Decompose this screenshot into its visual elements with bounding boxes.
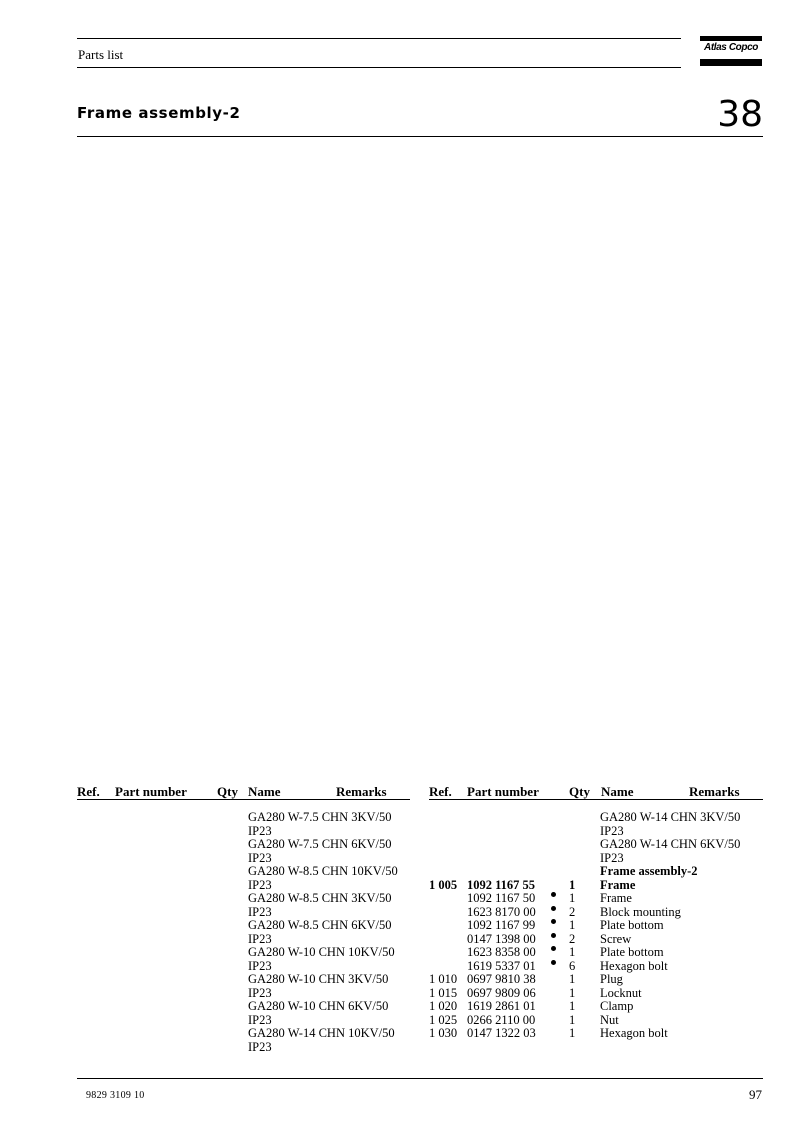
item-part-number: 1619 5337 01 — [467, 958, 536, 973]
item-part-number: 0147 1322 03 — [467, 1026, 536, 1040]
header-qty: Qty — [569, 784, 590, 799]
item-name: GA280 W-14 CHN 10KV/50 — [248, 1026, 395, 1040]
item-ref: 1 010 — [429, 972, 458, 986]
item-name: IP23 — [248, 931, 272, 946]
subitem-bullet-icon — [551, 946, 556, 951]
item-name: IP23 — [248, 1039, 272, 1054]
header-qty: Qty — [217, 784, 238, 799]
item-name: Screw — [600, 931, 632, 946]
header-remarks: Remarks — [689, 784, 740, 799]
subitem-bullet-icon — [551, 892, 556, 897]
header-bottom-rule — [77, 67, 681, 68]
item-qty: 2 — [569, 931, 576, 946]
item-qty: 1 — [569, 999, 576, 1013]
header-part-number: Part number — [467, 784, 539, 799]
atlas-copco-logo — [700, 36, 762, 66]
logo-top-bar — [700, 36, 762, 41]
item-name: IP23 — [248, 985, 272, 1000]
subitem-bullet-icon — [551, 933, 556, 938]
header-part-number: Part number — [115, 784, 187, 799]
subitem-bullet-icon — [551, 906, 556, 911]
item-name: IP23 — [600, 850, 624, 865]
item-qty: 1 — [569, 1026, 576, 1040]
item-name: IP23 — [248, 904, 272, 919]
item-name: GA280 W-14 CHN 3KV/50 — [600, 810, 741, 824]
item-name: GA280 W-10 CHN 10KV/50 — [248, 945, 395, 959]
item-name: Hexagon bolt — [600, 958, 668, 973]
logo-bottom-bar — [700, 59, 762, 66]
item-part-number: 1623 8358 00 — [467, 945, 536, 959]
item-qty: 1 — [569, 891, 576, 905]
item-name: Frame — [600, 877, 636, 892]
item-name: Block mounting — [600, 904, 681, 919]
footer-rule — [77, 1078, 763, 1079]
item-ref: 1 030 — [429, 1026, 458, 1040]
item-qty: 1 — [569, 877, 576, 892]
item-name: IP23 — [600, 823, 624, 838]
subitem-bullet-icon — [551, 960, 556, 965]
section-number: 38 — [717, 94, 763, 135]
item-name: Nut — [600, 1012, 619, 1027]
item-name: Hexagon bolt — [600, 1026, 668, 1040]
item-part-number: 1623 8170 00 — [467, 904, 536, 919]
item-name: Locknut — [600, 985, 642, 1000]
item-name: Clamp — [600, 999, 634, 1013]
item-name: GA280 W-14 CHN 6KV/50 — [600, 837, 741, 851]
item-name: GA280 W-7.5 CHN 6KV/50 — [248, 837, 392, 851]
item-ref: 1 025 — [429, 1012, 458, 1027]
item-name: IP23 — [248, 850, 272, 865]
item-name: GA280 W-8.5 CHN 10KV/50 — [248, 864, 398, 878]
item-name: IP23 — [248, 823, 272, 838]
item-name: IP23 — [248, 877, 272, 892]
header-name: Name — [248, 784, 281, 799]
page-number: 97 — [749, 1087, 762, 1102]
item-part-number: 0697 9809 06 — [467, 985, 536, 1000]
item-name: GA280 W-8.5 CHN 6KV/50 — [248, 918, 392, 932]
header-title: Parts list — [78, 47, 124, 62]
section-rule — [77, 136, 763, 137]
logo-text: Atlas Copco — [704, 42, 758, 53]
right-header-rule — [429, 799, 763, 800]
item-part-number: 1619 2861 01 — [467, 999, 536, 1013]
item-part-number: 0697 9810 38 — [467, 972, 536, 986]
item-part-number: 1092 1167 50 — [467, 891, 536, 905]
item-name: IP23 — [248, 1012, 272, 1027]
item-part-number: 1092 1167 99 — [467, 918, 536, 932]
item-name: GA280 W-10 CHN 6KV/50 — [248, 999, 389, 1013]
item-name: GA280 W-10 CHN 3KV/50 — [248, 972, 389, 986]
left-header-rule — [77, 799, 410, 800]
subitem-bullet-icon — [551, 919, 556, 924]
header-ref: Ref. — [77, 784, 100, 799]
item-qty: 1 — [569, 945, 576, 959]
section-title: Frame assembly-2 — [77, 104, 241, 122]
item-name: Frame assembly-2 — [600, 864, 698, 878]
item-name: Plug — [600, 972, 623, 986]
item-qty: 1 — [569, 918, 576, 932]
header-top-rule — [77, 38, 681, 39]
item-name: GA280 W-8.5 CHN 3KV/50 — [248, 891, 392, 905]
item-ref: 1 015 — [429, 985, 458, 1000]
header-ref: Ref. — [429, 784, 452, 799]
document-code: 9829 3109 10 — [86, 1090, 145, 1101]
item-part-number: 1092 1167 55 — [467, 877, 536, 892]
item-name: Plate bottom — [600, 945, 664, 959]
item-name: Plate bottom — [600, 918, 664, 932]
item-part-number: 0266 2110 00 — [467, 1012, 536, 1027]
item-qty: 1 — [569, 1012, 576, 1027]
item-ref: 1 005 — [429, 877, 458, 892]
header-name: Name — [601, 784, 634, 799]
item-name: Frame — [600, 891, 632, 905]
item-name: IP23 — [248, 958, 272, 973]
item-qty: 6 — [569, 958, 576, 973]
item-qty: 1 — [569, 972, 576, 986]
header-remarks: Remarks — [336, 784, 387, 799]
item-name: GA280 W-7.5 CHN 3KV/50 — [248, 810, 392, 824]
item-ref: 1 020 — [429, 999, 458, 1013]
item-qty: 2 — [569, 904, 576, 919]
item-qty: 1 — [569, 985, 576, 1000]
item-part-number: 0147 1398 00 — [467, 931, 536, 946]
